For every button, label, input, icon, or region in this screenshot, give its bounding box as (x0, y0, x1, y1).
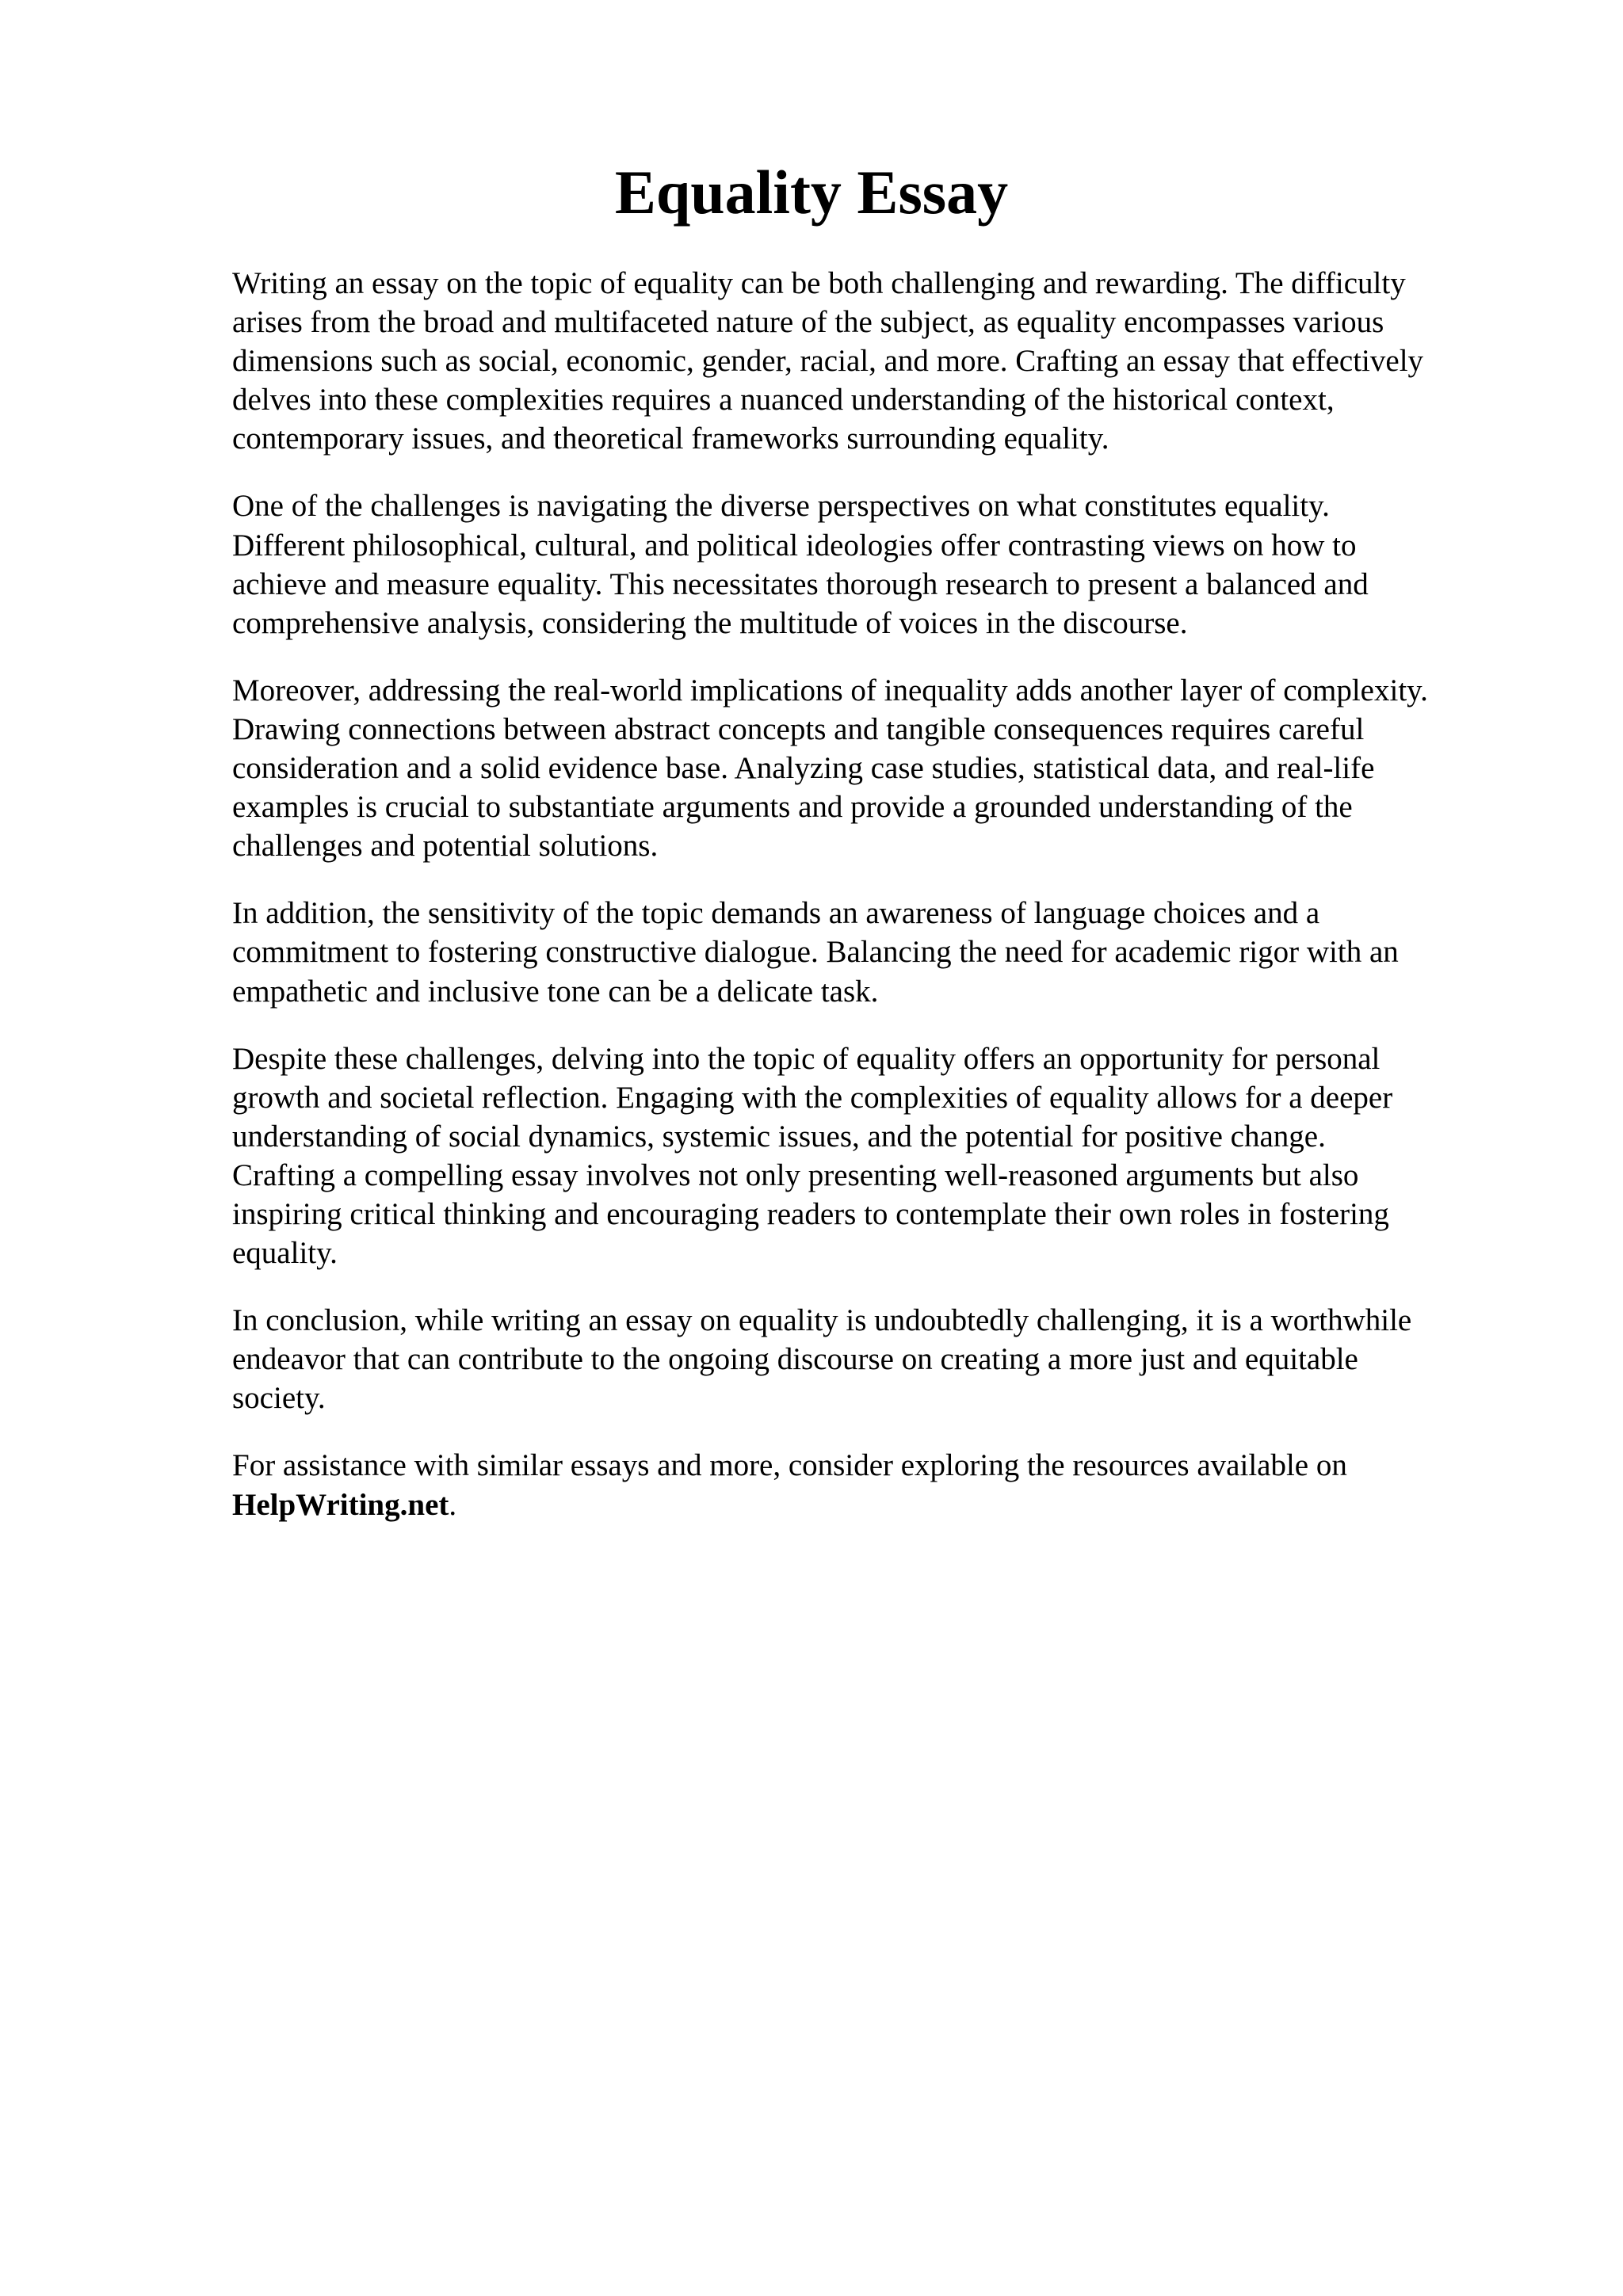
essay-body (232, 264, 1516, 1553)
closing-paragraph (232, 1446, 1516, 1524)
text-line: comprehensive analysis, considering the multitude of voices in the discourse. (232, 605, 1188, 640)
text-line: arises from the broad and multifaceted nature of the subject, as equality encompasses various (232, 305, 1384, 340)
text-line: endeavor that can contribute to the ongoing discourse on creating a more just and equitable (232, 1342, 1358, 1377)
paragraph-5 (232, 1039, 1516, 1273)
text-line: inspiring critical thinking and encouraging readers to contemplate their own roles in fostering (232, 1196, 1389, 1231)
text-line: Crafting a compelling essay involves not only presenting well-reasoned arguments but also (232, 1158, 1359, 1192)
paragraph-6 (232, 1301, 1516, 1417)
text-line: empathetic and inclusive tone can be a delicate task. (232, 974, 879, 1009)
text-line: challenges and potential solutions. (232, 829, 659, 864)
text-line: consideration and a solid evidence base. Analyzing case studies, statistical data, and real-life (232, 751, 1375, 786)
helpwriting-brand-name: HelpWriting.net (232, 1487, 449, 1522)
text-line: understanding of social dynamics, systemic issues, and the potential for positive change. (232, 1119, 1326, 1154)
text-line: Writing an essay on the topic of equality can be both challenging and rewarding. The difficulty (232, 266, 1406, 300)
text-line: achieve and measure equality. This necessitates thorough research to present a balanced and (232, 566, 1369, 601)
text-line: In addition, the sensitivity of the topic demands an awareness of language choices and a (232, 896, 1320, 931)
paragraph-4 (232, 894, 1516, 1010)
text-line: One of the challenges is navigating the diverse perspectives on what constitutes equality. (232, 489, 1330, 524)
paragraph-1 (232, 264, 1516, 458)
text-line: contemporary issues, and theoretical frameworks surrounding equality. (232, 421, 1109, 456)
text-line: equality. (232, 1236, 338, 1271)
text-line: Moreover, addressing the real-world implications of inequality adds another layer of complexity. (232, 673, 1428, 707)
closing-period: . (449, 1487, 457, 1522)
text-line: Despite these challenges, delving into the topic of equality offers an opportunity for personal (232, 1041, 1381, 1076)
page-title: Equality Essay (614, 158, 1009, 227)
text-line: For assistance with similar essays and more, consider exploring the resources available on (232, 1448, 1347, 1483)
text-line: commitment to fostering constructive dialogue. Balancing the need for academic rigor with an (232, 935, 1399, 970)
text-line: delves into these complexities requires a nuanced understanding of the historical context, (232, 383, 1335, 418)
paragraph-3 (232, 671, 1516, 865)
text-line: In conclusion, while writing an essay on equality is undoubtedly challenging, it is a worthwhile (232, 1303, 1412, 1338)
text-line: examples is crucial to substantiate arguments and provide a grounded understanding of the (232, 790, 1353, 825)
text-line: Drawing connections between abstract concepts and tangible consequences requires careful (232, 711, 1365, 746)
text-line: dimensions such as social, economic, gender, racial, and more. Crafting an essay that effectively (232, 344, 1424, 379)
paragraph-2 (232, 486, 1516, 642)
text-line: society. (232, 1381, 326, 1416)
closing-brand-line (232, 1486, 1516, 1524)
text-line: Different philosophical, cultural, and political ideologies offer contrasting views on how to (232, 528, 1357, 563)
text-line: growth and societal reflection. Engaging with the complexities of equality allows for a deeper (232, 1080, 1393, 1115)
